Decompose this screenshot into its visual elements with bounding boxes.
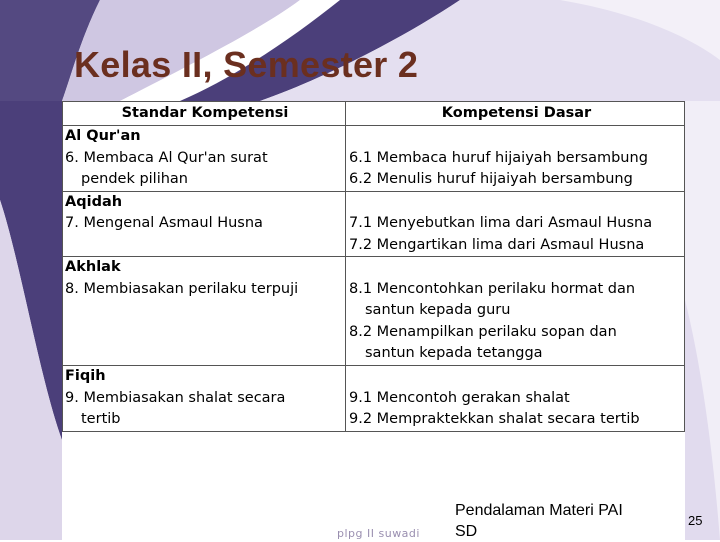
kd-item: 9.1 Mencontoh gerakan shalat [349,389,570,406]
table-header-row [63,102,685,126]
sk-text: 8. Membiasakan perilaku terpuji [65,280,299,297]
category-label: Fiqih [65,368,106,384]
table-row [63,126,685,192]
footer-watermark: plpg II suwadi [337,527,420,540]
kd-cell [346,191,685,257]
kd-cell [346,257,685,366]
footer-title [455,500,665,542]
sk-cell [63,191,346,257]
kd-item: 6.1 Membaca huruf hijaiyah bersambung [349,149,648,166]
header-kompetensi-dasar: Kompetensi Dasar [346,102,685,126]
kd-item: 8.1 Mencontohkan perilaku hormat dan [349,280,636,297]
sk-text: 9. Membiasakan shalat secara [65,389,286,406]
competency-table [62,101,685,432]
sk-cell [63,257,346,366]
kd-item: 6.2 Menulis huruf hijaiyah bersambung [349,171,633,187]
sk-text-cont: tertib [81,411,121,427]
category-label: Akhlak [65,259,121,275]
table-row [63,257,685,366]
kd-item-cont: santun kepada tetangga [365,345,543,361]
kd-item: 7.1 Menyebutkan lima dari Asmaul Husna [349,215,653,231]
kd-cell [346,126,685,192]
table-row [63,191,685,257]
table-row [63,366,685,432]
kd-item: 7.2 Mengartikan lima dari Asmaul Husna [349,236,645,253]
footer-title-line: SD [455,523,478,540]
sk-cell [63,126,346,192]
sk-cell [63,366,346,432]
sk-text: 6. Membaca Al Qur'an surat [65,149,268,166]
sk-text-cont: pendek pilihan [81,171,189,187]
sk-text: 7. Mengenal Asmaul Husna [65,215,263,231]
footer-title-line: Pendalaman Materi PAI [455,502,623,519]
kd-item: 8.2 Menampilkan perilaku sopan dan [349,323,617,340]
slide-title: Kelas II, Semester 2 [74,44,419,85]
header-standar-kompetensi: Standar Kompetensi [63,102,346,126]
category-label: Aqidah [65,193,123,210]
page-number: 25 [688,513,703,528]
category-label: Al Qur'an [65,128,141,144]
kd-item: 9.2 Mempraktekkan shalat secara tertib [349,411,640,427]
kd-item-cont: santun kepada guru [365,302,511,318]
kd-cell [346,366,685,432]
